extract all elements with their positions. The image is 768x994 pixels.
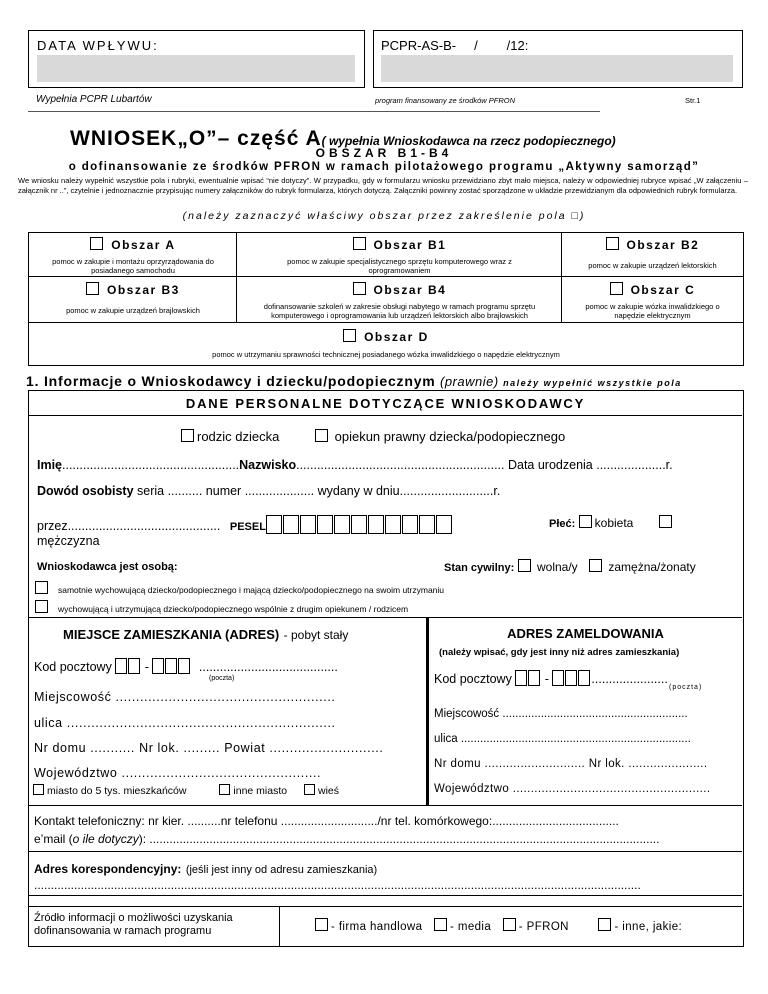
personal-title: DANE PERSONALNE DOTYCZĄCE WNIOSKODAWCY xyxy=(185,396,586,411)
source-other-checkbox[interactable] xyxy=(598,918,611,931)
area-a-checkbox[interactable] xyxy=(90,237,103,250)
residence-box xyxy=(29,617,427,805)
res-locality-type xyxy=(33,784,339,797)
section1-heading-text: 1. Informacje o Wnioskodawcy i dziecku/podopiecznym xyxy=(26,373,436,389)
last-name-field[interactable]: ............................................................ xyxy=(296,458,505,472)
small-town-label: miasto do 5 tys. mieszkańców xyxy=(47,785,187,797)
reg-zip-row xyxy=(434,670,668,686)
email-label: e’mail ( xyxy=(34,832,73,846)
gender-male-checkbox[interactable] xyxy=(659,515,672,528)
area-d-checkbox[interactable] xyxy=(343,329,356,342)
area-b3-desc: pomoc w zakupie urządzeń brajlowskich xyxy=(66,306,200,315)
applicant-is-label: Wnioskodawca jest osobą: xyxy=(37,561,178,573)
area-b3-checkbox[interactable] xyxy=(86,282,99,295)
area-b1-checkbox[interactable] xyxy=(353,237,366,250)
res-post-office-field[interactable]: ........................................ xyxy=(198,660,338,674)
marital-married-checkbox[interactable] xyxy=(589,559,602,572)
reg-voivodeship-field[interactable]: Województwo ....................................................... xyxy=(434,783,711,795)
area-b1[interactable] xyxy=(237,233,562,277)
res-zip-row xyxy=(34,658,338,674)
intake-date-label: DATA WPŁYWU: xyxy=(37,38,159,53)
res-post-office-label: (poczta) xyxy=(209,675,235,682)
birth-date-field[interactable]: Data urodzenia ....................r. xyxy=(507,458,673,472)
area-b3-title: Obszar B3 xyxy=(106,283,180,297)
source-shop-label: - firma handlowa xyxy=(331,921,423,933)
area-c-checkbox[interactable] xyxy=(610,282,623,295)
gender-female-label: kobieta xyxy=(594,516,634,530)
page-number: Str.1 xyxy=(685,96,701,105)
funding-note: program finansowany ze środków PFRON xyxy=(375,96,516,105)
gender-label: Płeć: xyxy=(549,518,576,530)
section1-heading-paren: (prawnie) xyxy=(440,374,499,389)
other-city-checkbox[interactable] xyxy=(219,784,230,795)
reg-house-field[interactable]: Nr domu ............................ Nr lok. ...................... xyxy=(434,758,708,770)
marital-single-checkbox[interactable] xyxy=(518,559,531,572)
reg-city-field[interactable]: Miejscowość .......................................................... xyxy=(434,708,688,720)
areas-table xyxy=(28,232,744,366)
last-name-label: Nazwisko xyxy=(239,458,297,472)
email-field[interactable]: ): ......................................................................................................................................................... xyxy=(138,832,660,846)
area-c-desc: pomoc w zakupie wózka inwalidzkiego o napędzie elektrycznym xyxy=(585,302,720,320)
registration-title: ADRES ZAMELDOWANIA xyxy=(507,626,664,641)
contact-box xyxy=(29,805,742,851)
area-b4-desc: dofinansowanie szkoleń w zakresie obsługi nabytego w ramach programu sprzętu komputerowego i oprogramowania lub urządzeń lektorskich albo brajlowskich xyxy=(263,302,536,320)
reg-zip-boxes[interactable]: - xyxy=(515,672,591,686)
pesel-boxes[interactable] xyxy=(266,519,453,533)
res-zip-boxes[interactable]: - xyxy=(115,660,191,674)
source-other-label: - inne, jakie: xyxy=(614,921,683,933)
name-row xyxy=(37,458,673,472)
issued-by-field[interactable]: przez............................................ xyxy=(37,519,221,533)
area-a[interactable] xyxy=(29,233,237,277)
other-city-label: inne miasto xyxy=(233,785,288,797)
first-name-label: Imię xyxy=(37,458,63,472)
personal-title-divider xyxy=(29,415,742,416)
opt-parent[interactable] xyxy=(181,429,279,444)
marital-married-label: zamężna/żonaty xyxy=(608,560,696,574)
first-name-field[interactable]: ................................................... xyxy=(62,458,240,472)
case-number-label: PCPR-AS-B- / /12: xyxy=(381,38,529,53)
applicant-form xyxy=(28,390,744,947)
source-media-label: - media xyxy=(450,921,492,933)
single-parent-option[interactable] xyxy=(35,581,444,595)
area-c-title: Obszar C xyxy=(630,283,696,297)
area-b1-title: Obszar B1 xyxy=(373,238,447,252)
joint-parent-checkbox[interactable] xyxy=(35,600,48,613)
source-media-checkbox[interactable] xyxy=(434,918,447,931)
id-row xyxy=(37,484,500,498)
res-city-field[interactable]: Miejscowość ...................................................... xyxy=(34,690,336,704)
case-number-box xyxy=(373,30,743,88)
reg-post-office-field[interactable]: ...................... xyxy=(591,672,668,686)
opt-parent-label: rodzic dziecka xyxy=(197,429,280,444)
source-label: Źródło informacji o możliwości uzyskania dofinansowania w ramach programu xyxy=(34,912,233,937)
email-row[interactable] xyxy=(34,832,659,846)
small-town-checkbox[interactable] xyxy=(33,784,44,795)
intake-date-field[interactable] xyxy=(37,55,355,82)
phone-field[interactable]: Kontakt telefoniczny: nr kier. ..........nr telefonu ............................./nr tel. komórkowego:...................................... xyxy=(34,814,619,828)
res-voivodeship-field[interactable]: Województwo ................................................. xyxy=(34,766,322,780)
marital-label: Stan cywilny: xyxy=(444,562,515,574)
area-a-title: Obszar A xyxy=(111,238,176,252)
source-shop-checkbox[interactable] xyxy=(315,918,328,931)
fill-instruction: We wniosku należy wypełnić wszystkie pola i rubryki, ewentualnie wpisać “nie dotyczy”. W przypadku, gdy w formularzu wniosku przewidziano zbyt mało miejsca, należy w odpowiedniej rubryce wpisać „W załączeniu – załącznik nr ..”, czytelnie i jednoznacznie przypisując numery załączników do rubryk formularza, których dotyczą. Załączniki powinny zostać sporządzone w układzie przewidzianym dla odpowiednich rubryk formularza. xyxy=(18,176,748,195)
header-divider xyxy=(28,111,600,112)
gender-male-label: mężczyzna xyxy=(37,534,100,548)
area-b4-title: Obszar B4 xyxy=(373,283,447,297)
mark-note: (należy zaznaczyć właściwy obszar przez zakreślenie pola □) xyxy=(182,210,586,222)
single-parent-label: samotnie wychowującą dziecko/podopiecznego i mającą dziecko/podopiecznego na swoim utrzymaniu xyxy=(58,585,445,595)
area-b2[interactable] xyxy=(562,233,743,277)
marital-row xyxy=(444,559,696,574)
correspondence-box xyxy=(29,851,742,896)
reg-zip-label: Kod pocztowy xyxy=(434,672,512,686)
area-d[interactable] xyxy=(29,323,743,364)
source-divider xyxy=(279,907,280,946)
id-doc-fields[interactable]: seria .......... numer .................... wydany w dniu...........................r. xyxy=(137,484,501,498)
areas-subtitle: OBSZAR B1-B4 xyxy=(315,146,453,160)
area-b2-checkbox[interactable] xyxy=(606,237,619,250)
program-subtitle: o dofinansowanie ze środków PFRON w ramach pilotażowego programu „Aktywny samorząd” xyxy=(68,161,700,173)
res-house-field[interactable]: Nr domu ........... Nr lok. ......... Powiat ............................ xyxy=(34,741,384,755)
form-title-main: WNIOSEK„O”– część A xyxy=(70,127,322,150)
source-pfron-label: - PFRON xyxy=(518,921,569,933)
opt-guardian-label: opiekun prawny dziecka/podopiecznego xyxy=(334,429,566,444)
gender-row xyxy=(549,515,675,530)
correspondence-row xyxy=(34,860,377,878)
area-b2-desc: pomoc w zakupie urządzeń lektorskich xyxy=(588,261,717,270)
id-doc-label: Dowód osobisty xyxy=(37,484,134,498)
correspondence-field[interactable]: ...................................................................................................................................................................................... xyxy=(34,878,641,892)
joint-parent-option[interactable] xyxy=(35,600,408,614)
area-b3[interactable] xyxy=(29,277,237,323)
residence-title-note: - pobyt stały xyxy=(283,628,349,642)
registration-box xyxy=(427,617,742,805)
reg-street-field[interactable]: ulica ........................................................................ xyxy=(434,733,691,745)
area-d-desc: pomoc w utrzymaniu sprawności technicznej posiadanego wózka inwalidzkiego o napędzie elektrycznym xyxy=(212,350,560,359)
area-c[interactable] xyxy=(562,277,743,323)
village-label: wieś xyxy=(318,785,340,797)
area-a-desc: pomoc w zakupie i montażu oprzyrządowania do posiadanego samochodu xyxy=(52,257,214,275)
opt-guardian[interactable] xyxy=(315,429,565,444)
gender-female-checkbox[interactable] xyxy=(579,515,592,528)
res-zip-label: Kod pocztowy xyxy=(34,660,112,674)
single-parent-checkbox[interactable] xyxy=(35,581,48,594)
area-b2-title: Obszar B2 xyxy=(626,238,700,252)
source-pfron-checkbox[interactable] xyxy=(503,918,516,931)
reg-post-office-label: (poczta) xyxy=(669,684,703,691)
email-optional: o ile dotyczy xyxy=(72,832,139,846)
correspondence-note: (jeśli jest inny od adresu zamieszkania) xyxy=(185,864,378,876)
village-checkbox[interactable] xyxy=(304,784,315,795)
registration-note: (należy wpisać, gdy jest inny niż adres zamieszkania) xyxy=(439,647,680,658)
source-box xyxy=(29,906,742,946)
marital-single-label: wolna/y xyxy=(536,560,578,574)
form-title-note: ( wypełnia Wnioskodawca na rzecz podopiecznego) xyxy=(321,134,616,148)
correspondence-label: Adres korespondencyjny: xyxy=(34,862,182,876)
opt-guardian-checkbox[interactable] xyxy=(315,429,328,442)
area-b4[interactable] xyxy=(237,277,562,323)
section1-heading xyxy=(26,373,682,391)
res-street-field[interactable]: ulica .................................................................. xyxy=(34,716,336,730)
case-number-field[interactable] xyxy=(381,55,733,82)
source-options xyxy=(315,918,682,933)
intake-date-box xyxy=(28,30,365,88)
residence-title-row xyxy=(63,626,348,644)
section1-heading-note: należy wypełnić wszystkie pola xyxy=(503,378,682,388)
area-d-title: Obszar D xyxy=(364,330,429,344)
opt-parent-checkbox[interactable] xyxy=(181,429,194,442)
area-b1-desc: pomoc w zakupie specjalistycznego sprzętu komputerowego wraz z oprogramowaniem xyxy=(287,257,512,275)
joint-parent-label: wychowującą i utrzymującą dziecko/podopiecznego wspólnie z drugim opiekunem / rodzicem xyxy=(58,604,409,614)
pesel-row xyxy=(37,515,453,534)
residence-title: MIEJSCE ZAMIESZKANIA (ADRES) xyxy=(63,627,280,642)
filled-by-note: Wypełnia PCPR Lubartów xyxy=(36,94,152,105)
area-b4-checkbox[interactable] xyxy=(353,282,366,295)
pesel-label: PESEL xyxy=(229,521,266,533)
